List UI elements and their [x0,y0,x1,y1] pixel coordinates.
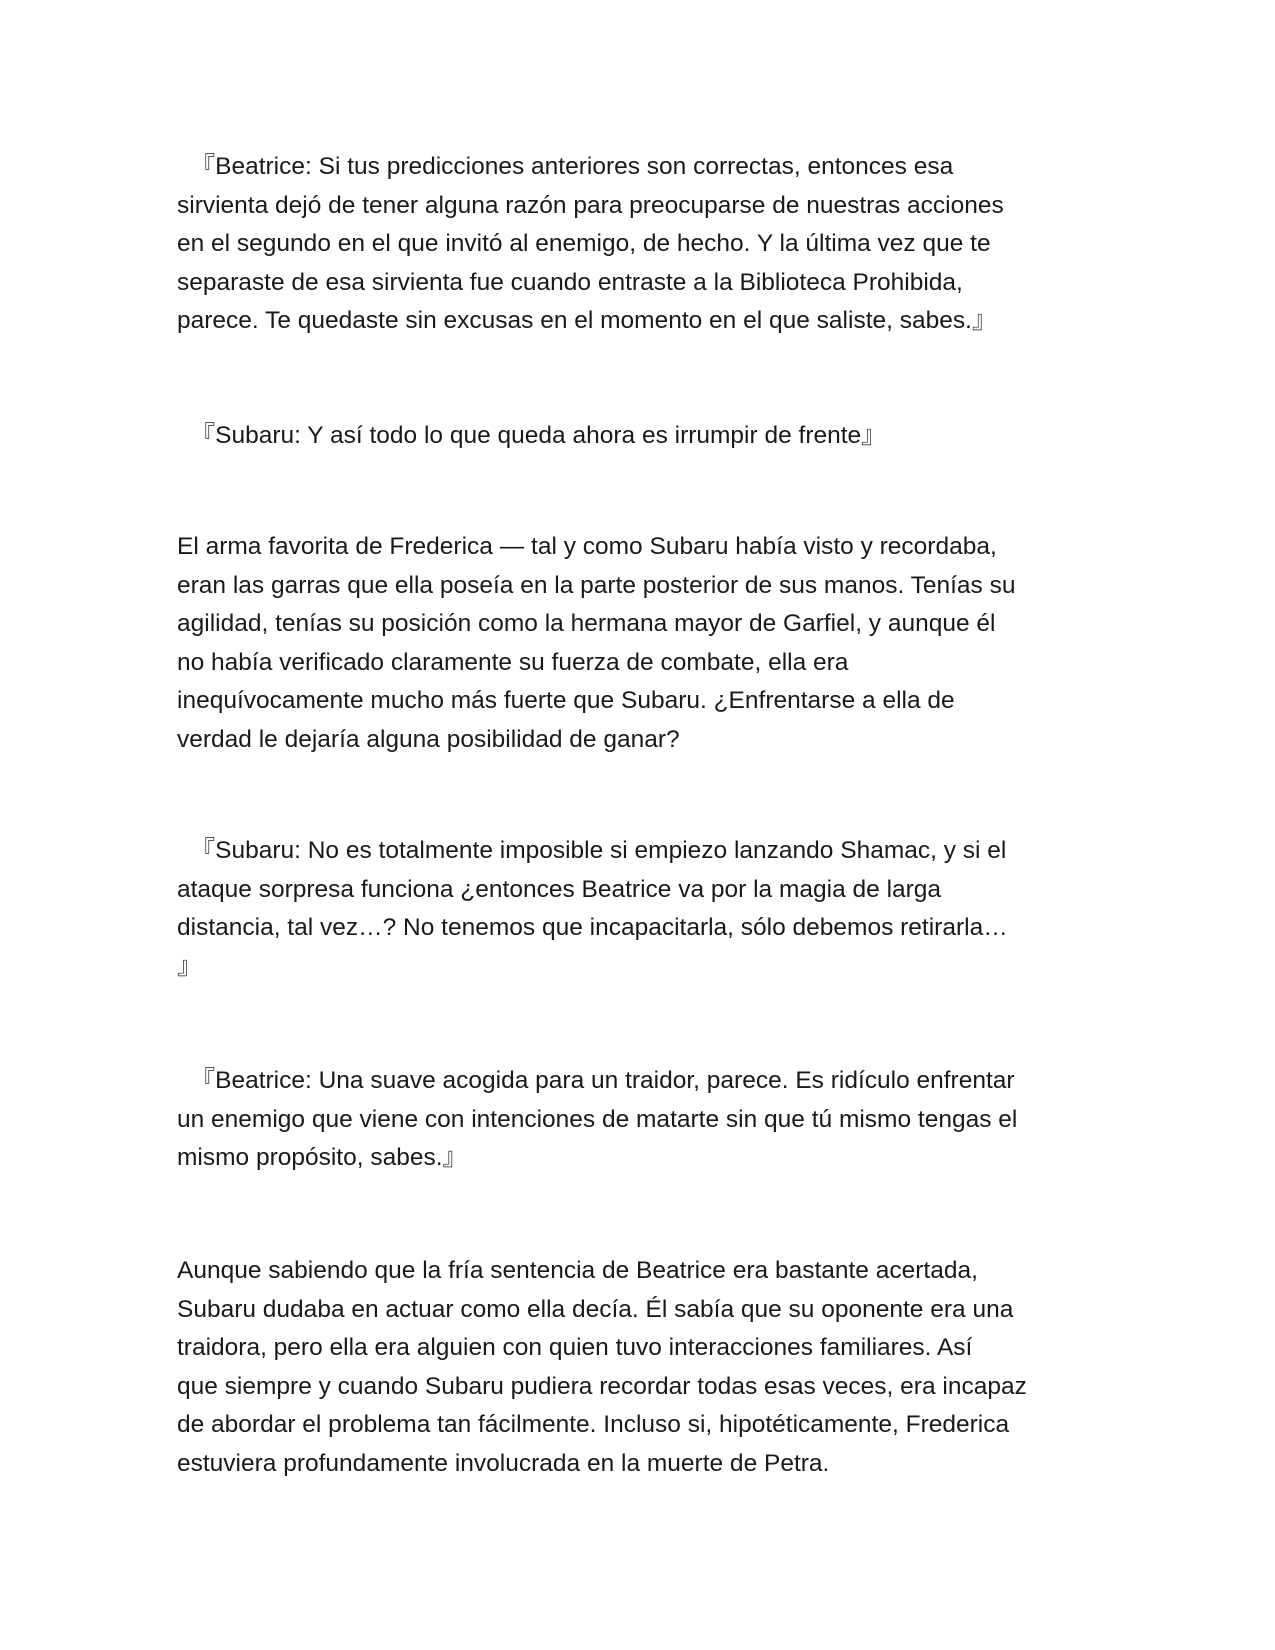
dialogue-subaru-paragraph: 『Subaru: No es totalmente imposible si empiezo lanzando Shamac, y si el ataque sorpresa funciona ¿entonces Beatrice va por la magia de larga distancia, tal vez…? No tenemos que incapacitarla, sólo debemos retirarla… 』 [177,837,1008,980]
dialogue-subaru-paragraph: 『Subaru: Y así todo lo que queda ahora es irrumpir de frente』 [177,422,886,449]
dialogue-beatrice-paragraph: 『Beatrice: Si tus predicciones anteriores son correctas, entonces esa sirvienta dejó de tener alguna razón para preocuparse de nuestras acciones en el segundo en el que invitó al enemigo, de hecho. Y la última vez que te separaste de esa sirvienta fue cuando entraste a la Biblioteca Prohibida, parece. Te quedaste sin excusas en el momento en el que saliste, sabes.』 [177,153,1004,334]
narration-paragraph: Aunque sabiendo que la fría sentencia de Beatrice era bastante acertada, Subaru dudaba en actuar como ella decía. Él sabía que su oponente era una traidora, pero ella era alguien con quien tuvo interacciones familiares. Así que siempre y cuando Subaru pudiera recordar todas esas veces, era incapaz de abordar el problema tan fácilmente. Incluso si, hipotéticamente, Frederica estuviera profundamente involucrada en la muerte de Petra. [177,1257,1027,1477]
dialogue-beatrice-paragraph: 『Beatrice: Una suave acogida para un traidor, parece. Es ridículo enfrentar un enemigo que viene con intenciones de matarte sin que tú mismo tengas el mismo propósito, sabes.』 [177,1067,1018,1171]
narration-paragraph: El arma favorita de Frederica — tal y como Subaru había visto y recordaba, eran las garras que ella poseía en la parte posterior de sus manos. Tenías su agilidad, tenías su posición como la hermana mayor de Garfiel, y aunque él no había verificado claramente su fuerza de combate, ella era inequívocamente mucho más fuerte que Subaru. ¿Enfrentarse a ella de verdad le dejaría alguna posibilidad de ganar? [177,533,1016,753]
